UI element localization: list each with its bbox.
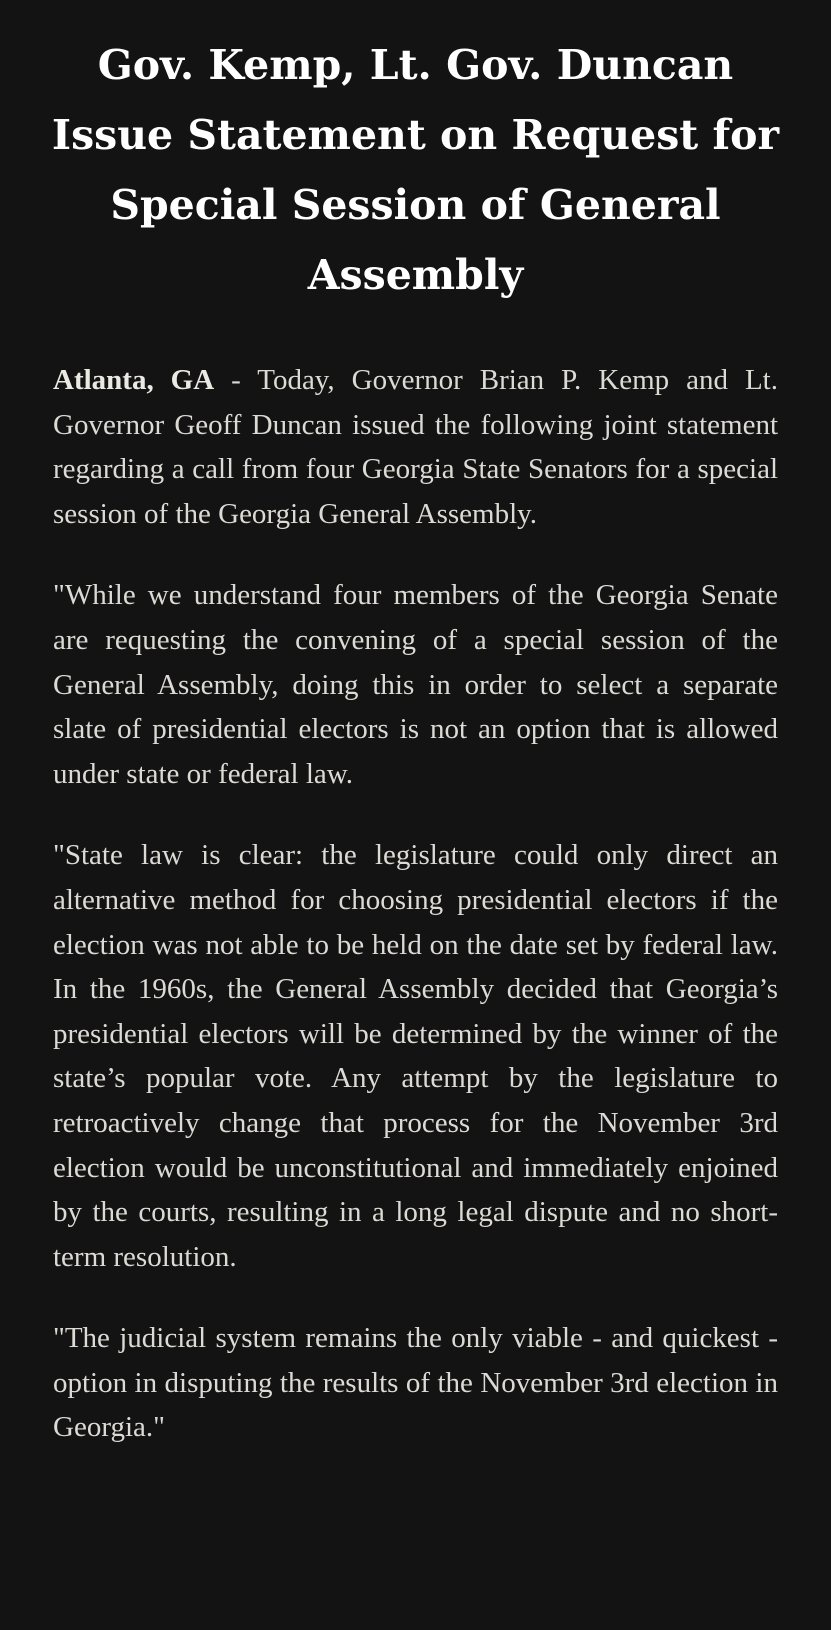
statement-paragraph-3: "The judicial system remains the only viable - and quickest - option in disputing the results of the November 3rd election in Georgia." [53, 1322, 778, 1444]
statement-paragraph-2: "State law is clear: the legislature could only direct an alternative method for choosing presidential electors if the election was not able to be held on the date set by federal law. In the 1960s, the General Assembly decided that Georgia’s presidential electors will be determined by the winner of the state’s popular vote. Any attempt by the legislature to retroactively change that process for the November 3rd election would be unconstitutional and immediately enjoined by the courts, resulting in a long legal dispute and no short-term resolution. [53, 839, 778, 1273]
dateline-separator: - [214, 364, 258, 396]
article [0, 30, 831, 1450]
dateline: Atlanta, GA [53, 364, 215, 396]
article-title: Gov. Kemp, Lt. Gov. Duncan Issue Statement on Request for Special Session of General Assembly [51, 41, 780, 299]
statement-paragraph-1: "While we understand four members of the Georgia Senate are requesting the convening of a special session of the General Assembly, doing this in order to select a separate slate of presidential electors is not an option that is allowed under state or federal law. [53, 579, 778, 790]
lead-paragraph [53, 358, 778, 536]
lead-paragraph-text: Today, Governor Brian P. Kemp and Lt. Governor Geoff Duncan issued the following joint statement regarding a call from four Georgia State Senators for a special session of the Georgia General Assembly. [53, 364, 778, 530]
